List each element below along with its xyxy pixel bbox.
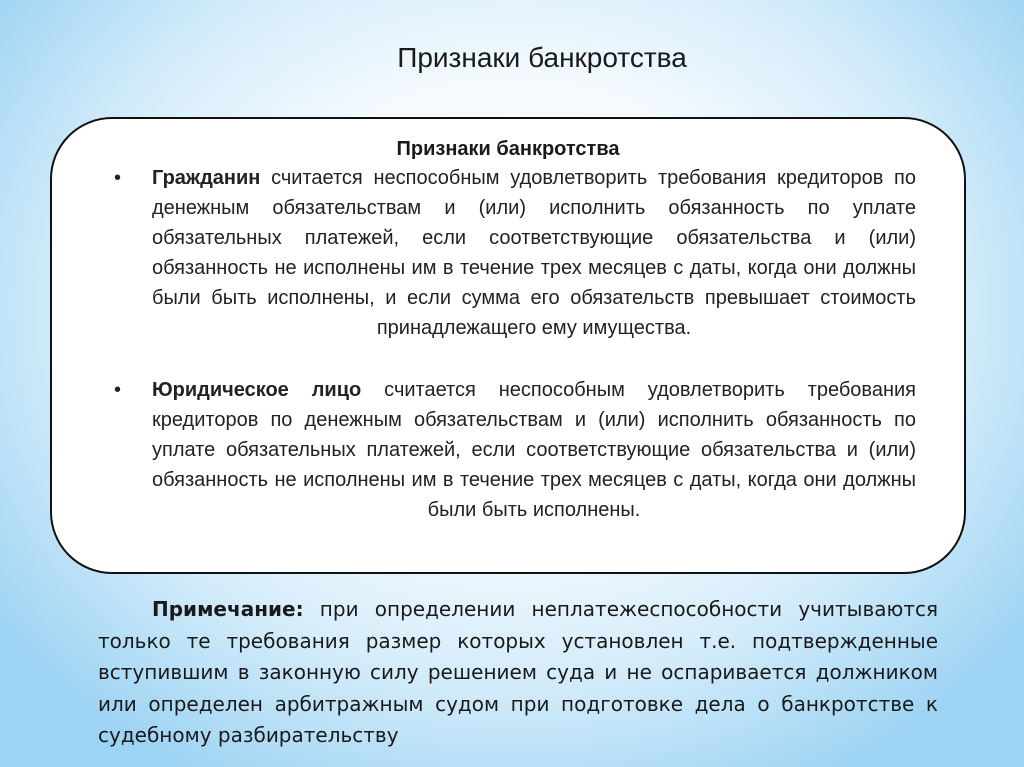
bullet-text-citizen: считается неспособным удовлетворить требования кредиторов по денежным обязательствам и (или) исполнить обязанность по уплате обязательных платежей, если соответствующие обязательства и (или) обязанность не исполнены им в течение трех месяцев с даты, когда они должны были быть исполнены, и если сумма его обязательств превышает стоимость принадлежащего ему имущества.: [152, 167, 916, 339]
bullet-citizen: [114, 163, 916, 343]
bullet-text-legal-entity: считается неспособным удовлетворить требования кредиторов по денежным обязательствам и (или) исполнить обязанность по уплате обязательных платежей, если соответствующие обязательства и (или) обязанность не исполнены им в течение трех месяцев с даты, когда они должны были быть исполнены.: [152, 379, 916, 521]
bullet-term-legal-entity: Юридическое лицо: [152, 379, 362, 401]
bullet-dot-icon: •: [114, 379, 122, 401]
bullet-term-citizen: Гражданин: [152, 167, 261, 189]
note-label: Примечание:: [152, 597, 304, 621]
note-text: при определении неплатежеспособности учитываются только те требования размер которых установлен т.е. подтвержденные вступившим в законную силу решением суда и не оспаривается должником или определен арбитражным судом при подготовке дела о банкротстве к судебному разбирательству: [98, 597, 938, 747]
bullet-legal-entity: [114, 375, 916, 525]
slide-title: Признаки банкротства: [397, 42, 687, 73]
note-paragraph: [98, 594, 938, 752]
card-title: Признаки банкротства: [396, 138, 620, 160]
bullet-dot-icon: •: [114, 167, 122, 189]
bankruptcy-signs-card: [50, 117, 966, 574]
